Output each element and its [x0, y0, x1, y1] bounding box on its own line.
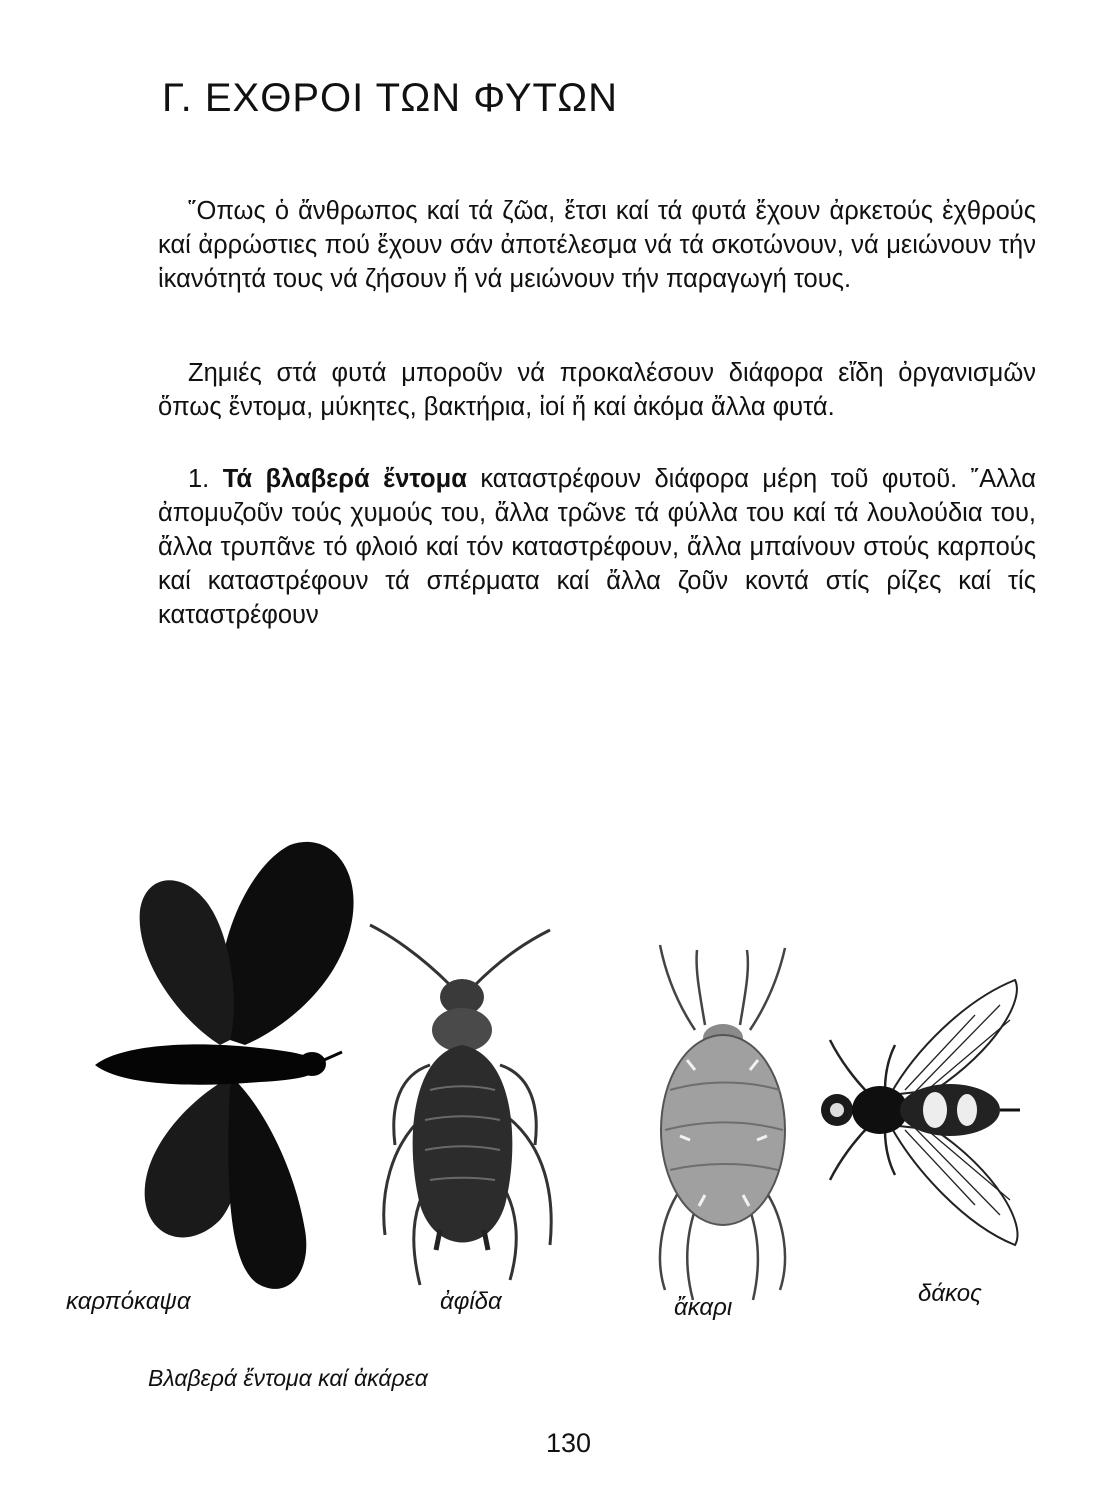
mite-illustration [635, 940, 805, 1320]
moth-illustration [80, 830, 370, 1300]
paragraph-harmful-insects [158, 462, 1036, 632]
page-number: 130 [546, 1428, 592, 1458]
list-number: 1. [188, 465, 223, 493]
figure-caption: Βλαβερά ἔντομα καί ἀκάρεα [148, 1365, 428, 1391]
label-fly: δάκος [918, 1280, 982, 1307]
paragraph-organisms: Ζημιές στά φυτά μποροῦν νά προκαλέσουν διάφορα εἴδη ὀργανισμῶν ὅπως ἔντομα, μύκητες, βακτήρια, ἰοί ἤ καί ἀκόμα ἄλλα φυτά. [158, 359, 1036, 421]
label-moth: καρπόκαψα [66, 1288, 191, 1315]
label-mite: ἄκαρι [674, 1294, 733, 1321]
paragraph-intro: ῞Οπως ὁ ἄνθρωπος καί τά ζῶα, ἔτσι καί τά φυτά ἔχουν ἀρκετούς ἐχθρούς καί ἀρρώστιες πού ἔχουν σάν ἀποτέλεσμα νά τά σκοτώνουν, νά μειώνουν τήν ἱκανότητά τους νά ζήσουν ἤ νά μειώνουν τήν παραγωγή τους. [158, 197, 1036, 293]
term-harmful-insects: Τά βλαβερά ἔντομα [222, 465, 467, 493]
aphid-illustration [350, 915, 580, 1315]
insects-figure [60, 820, 1040, 1330]
fly-illustration [815, 960, 1035, 1260]
page-heading: Γ. ΕΧΘΡΟΙ ΤΩΝ ΦΥΤΩΝ [162, 76, 619, 120]
label-aphid: ἀφίδα [440, 1288, 502, 1315]
paragraph-harmful-insects-text: καταστρέφουν διάφορα μέρη τοῦ φυτοῦ. ῎Αλλα ἀπομυζοῦν τούς χυμούς του, ἄλλα τρῶνε τά φύλλα του καί τά λουλούδια του, ἄλλα τρυπᾶνε τό φλοιό καί τόν καταστρέφουν, ἄλλα μπαίνουν στούς καρπούς καί καταστρέφουν τά σπέρματα καί ἄλλα ζοῦν κοντά στίς ρίζες καί τίς καταστρέφουν [158, 465, 1036, 629]
